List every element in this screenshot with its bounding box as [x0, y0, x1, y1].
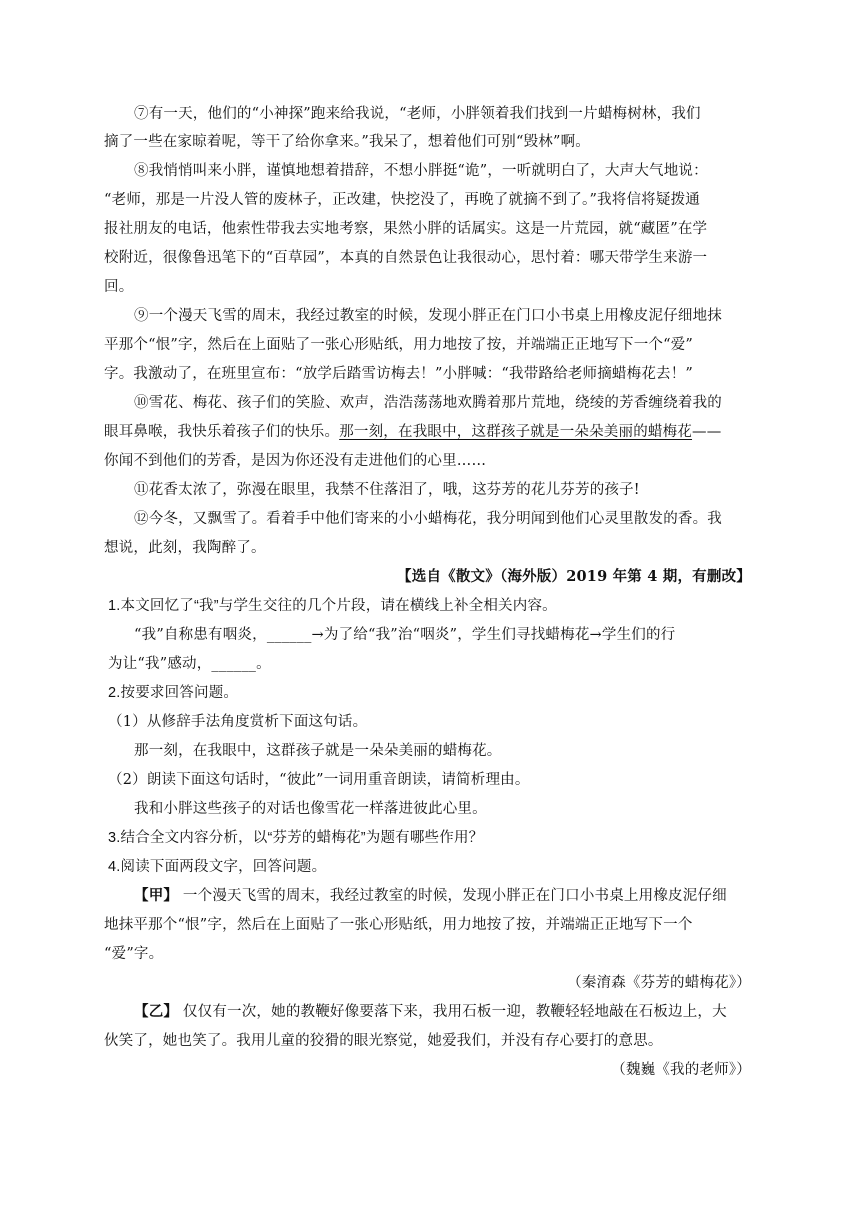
question-2-part-2: （2）朗读下面这句话时，“彼此”一词用重音朗读，请简析理由。 — [108, 772, 530, 788]
excerpt-jia-label: 【甲】 — [134, 887, 179, 904]
question-3: 3.结合全文内容分析，以“芬芳的蜡梅花”为题有哪些作用？ — [108, 830, 484, 846]
question-1: 1.本文回忆了“我”与学生交往的几个片段，请在横线上补全相关内容。 — [108, 598, 557, 614]
excerpt-jia-line-2: 地抹平那个“恨”字，然后在上面贴了一张心形贴纸，用力地按了按，并端端正正地写下一个 — [104, 917, 693, 933]
excerpt-jia-text: 一个漫天飞雪的周末，我经过教室的时候，发现小胖正在门口小书桌上用橡皮泥仔细 — [178, 888, 727, 904]
excerpt-jia-line-1 — [134, 886, 727, 906]
question-2-part-1: （1）从修辞手法角度赏析下面这句话。 — [108, 714, 368, 730]
source-citation: 【选自《散文》（海外版）2019 年第 4 期，有删改】 — [397, 568, 751, 585]
paragraph-8-line-5: 回。 — [104, 279, 134, 295]
paragraph-9-line-2: 平那个“恨”字，然后在上面贴了一张心形贴纸，用力地按了按，并端端正正地写下一个“爱” — [104, 337, 694, 353]
paragraph-12-line-2: 想说，此刻，我陶醉了。 — [104, 540, 266, 556]
paragraph-8-line-1: ⑧我悄悄叫来小胖，谨慎地想着措辞，不想小胖挺“诡”，一听就明白了，大声大气地说： — [134, 163, 708, 179]
dash: —— — [692, 424, 722, 440]
question-2-part-1-quote: 那一刻，在我眼中，这群孩子就是一朵朵美丽的蜡梅花。 — [134, 743, 502, 759]
excerpt-yi-line-2: 伙笑了，她也笑了。我用儿童的狡猾的眼光察觉，她爱我们，并没有存心要打的意思。 — [104, 1033, 663, 1049]
excerpt-jia-source: （秦淯森《芬芳的蜡梅花》） — [567, 975, 751, 991]
question-2: 2.按要求回答问题。 — [108, 685, 239, 701]
paragraph-7-line-1: ⑦有一天，他们的“小神探”跑来给我说，“老师，小胖领着我们找到一片蜡梅树林，我们 — [134, 106, 701, 122]
paragraph-10-line-3: 你闻不到他们的芳香，是因为你还没有走进他们的心里…… — [104, 453, 487, 469]
question-1-line-2: 为让“我”感动，______。 — [108, 656, 271, 672]
excerpt-yi-label: 【乙】 — [134, 1003, 179, 1020]
paragraph-9-line-1: ⑨一个漫天飞雪的周末，我经过教室的时候，发现小胖正在门口小书桌上用橡皮泥仔细地抹 — [134, 308, 722, 324]
excerpt-yi-text: 仅仅有一次，她的教鞭好像要落下来，我用石板一迎，教鞭轻轻地敲在石板边上，大 — [178, 1004, 727, 1020]
excerpt-yi-source: （魏巍《我的老师》） — [611, 1062, 751, 1078]
paragraph-9-line-3: 字。我激动了，在班里宣布：“放学后踏雪访梅去！”小胖喊：“我带路给老师摘蜡梅花去！” — [104, 366, 694, 382]
paragraph-11-line-1: ⑪花香太浓了，弥漫在眼里，我禁不住落泪了，哦，这芬芳的花儿芬芳的孩子! — [134, 482, 640, 498]
question-1-line-1: “我”自称患有咽炎，______→为了给“我”治“咽炎”，学生们寻找蜡梅花→学生们的行 — [134, 627, 676, 643]
question-4: 4.阅读下面两段文字，回答问题。 — [108, 859, 327, 875]
paragraph-8-line-2: “老师，那是一片没人管的废林子，正改建，快挖没了，再晚了就摘不到了。”我将信将疑拨通 — [104, 192, 700, 208]
excerpt-yi-line-1 — [134, 1002, 727, 1022]
underlined-sentence: 那一刻，在我眼中，这群孩子就是一朵朵美丽的蜡梅花 — [339, 424, 693, 440]
question-2-part-2-quote: 我和小胖这些孩子的对话也像雪花一样落进彼此心里。 — [134, 801, 487, 817]
paragraph-10-line-2 — [104, 422, 721, 442]
paragraph-12-line-1: ⑫今冬，又飘雪了。看着手中他们寄来的小小蜡梅花，我分明闻到他们心灵里散发的香。我 — [134, 511, 722, 527]
paragraph-7-line-2: 摘了一些在家晾着呢，等干了给你拿来。”我呆了，想着他们可别“毁林”啊。 — [104, 134, 590, 150]
excerpt-jia-line-3: “爱”字。 — [104, 946, 164, 962]
paragraph-8-line-3: 报社朋友的电话，他索性带我去实地考察，果然小胖的话属实。这是一片荒园，就“藏匿”在学 — [104, 221, 708, 237]
paragraph-8-line-4: 校附近，很像鲁迅笔下的“百草园”，本真的自然景色让我很动心，思忖着：哪天带学生来游一 — [104, 250, 708, 266]
paragraph-10-text: 眼耳鼻喉，我快乐着孩子们的快乐。 — [104, 424, 340, 440]
paragraph-10-line-1: ⑩雪花、梅花、孩子们的笑脸、欢声，浩浩荡荡地欢腾着那片荒地，绕绫的芳香缠绕着我的 — [134, 395, 722, 411]
